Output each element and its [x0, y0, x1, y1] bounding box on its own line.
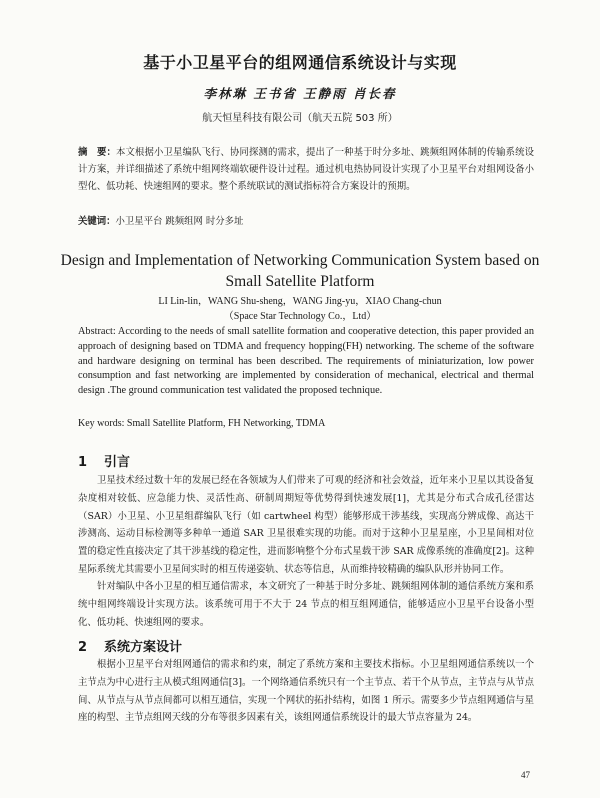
section-2-number: 2: [78, 640, 88, 655]
section-2-heading: [78, 636, 182, 655]
page-number: 47: [521, 770, 530, 780]
affiliation-en: （Space Star Technology Co.，Ltd）: [223, 311, 377, 322]
keywords-cn-text: 小卫星平台 跳频组网 时分多址: [115, 216, 244, 227]
abstract-cn-text: 本文根据小卫星编队飞行、协同探测的需求，提出了一种基于时分多址、跳频组网体制的传输系统设计方案，并详细描述了系统中组网终端软硬件设计过程。通过机电热协同设计实现了小卫星平台对组网设备小型化、低功耗、快速组网的要求。整个系统联试的测试指标符合方案设计的预期。: [78, 147, 534, 192]
section-2-title: 系统方案设计: [104, 640, 183, 655]
authors-en: LI Lin-lin，WANG Shu-sheng，WANG Jing-yu，XIAO Chang-chun: [158, 296, 442, 307]
section-1-paragraph-2: 针对编队中各小卫星的相互通信需求，本文研究了一种基于时分多址、跳频组网体制的通信系统方案和系统中组网终端设计实现方法。该系统可用于不大于 24 节点的相互组网通信，能够适应小卫星平台设备小型化、低功耗、快速组网的要求。: [78, 581, 534, 628]
abstract-en: Abstract: According to the needs of small satellite formation and cooperative detection, this paper provided an approach of designing based on TDMA and frequency hopping(FH) networking. The scheme of the software and hardware designing on terminal has been described. The requirements of miniaturization, low power consumption and fast networking are implemented by consideration of mechanical, electrical and thermal design .The ground communication test validated the proposed technique.: [78, 326, 534, 397]
abstract-cn: [78, 144, 534, 195]
section-1-title: 引言: [104, 455, 131, 470]
keywords-cn-label: 关键词：: [78, 216, 116, 227]
section-1-heading: [78, 451, 130, 470]
section-1-number: 1: [78, 455, 88, 470]
section-2-paragraph-1: 根据小卫星平台对组网通信的需求和约束，制定了系统方案和主要技术指标。小卫星组网通信系统以一个主节点为中心进行主从模式组网通信[3]。一个网络通信系统只有一个主节点、若干个从节点，主节点与从节点间、从节点与从节点间都可以相互通信，实现一个网状的拓扑结构，如图 1 所示。需要多少节点组网通信与星座的构型、主节点组网天线的分布等很多因素有关，该组网通信系统设计的最大节点容量为 24。: [78, 659, 534, 724]
affiliation-cn: 航天恒星科技有限公司（航天五院 503 所）: [202, 113, 398, 124]
section-1-paragraph-1: 卫星技术经过数十年的发展已经在各领域为人们带来了可观的经济和社会效益，近年来小卫星以其设备复杂度相对较低、应急能力快、灵活性高、研制周期短等优势得到快速发展[1]，尤其是分布式合成孔径雷达（SAR）小卫星、小卫星组群编队飞行（如 cartwheel 构型）能够形成干涉基线，实现高分辨成像、高达干涉测高、运动目标检测等多种单一通道 SAR 卫星很难实现的功能。而对于这种小卫星星座，小卫星间相对位置的稳定性直接决定了其干涉基线的稳定性，进而影响整个分布式星载干涉 SAR 成像系统的准确度[2]。这种星际系统尤其需要小卫星间实时的相互传递姿轨、状态等信息，从而维持较精确的编队队形并协同工作。: [78, 475, 534, 575]
authors-cn: 李林琳 王书省 王静雨 肖长春: [203, 86, 397, 101]
title-en: Design and Implementation of Networking Communication System based on Small Satellite Platform: [60, 252, 540, 290]
abstract-cn-label: 摘 要：: [78, 147, 117, 158]
keywords-en: Key words: Small Satellite Platform, FH Networking, TDMA: [78, 418, 326, 429]
title-cn: 基于小卫星平台的组网通信系统设计与实现: [143, 53, 457, 72]
keywords-cn: [78, 214, 534, 230]
